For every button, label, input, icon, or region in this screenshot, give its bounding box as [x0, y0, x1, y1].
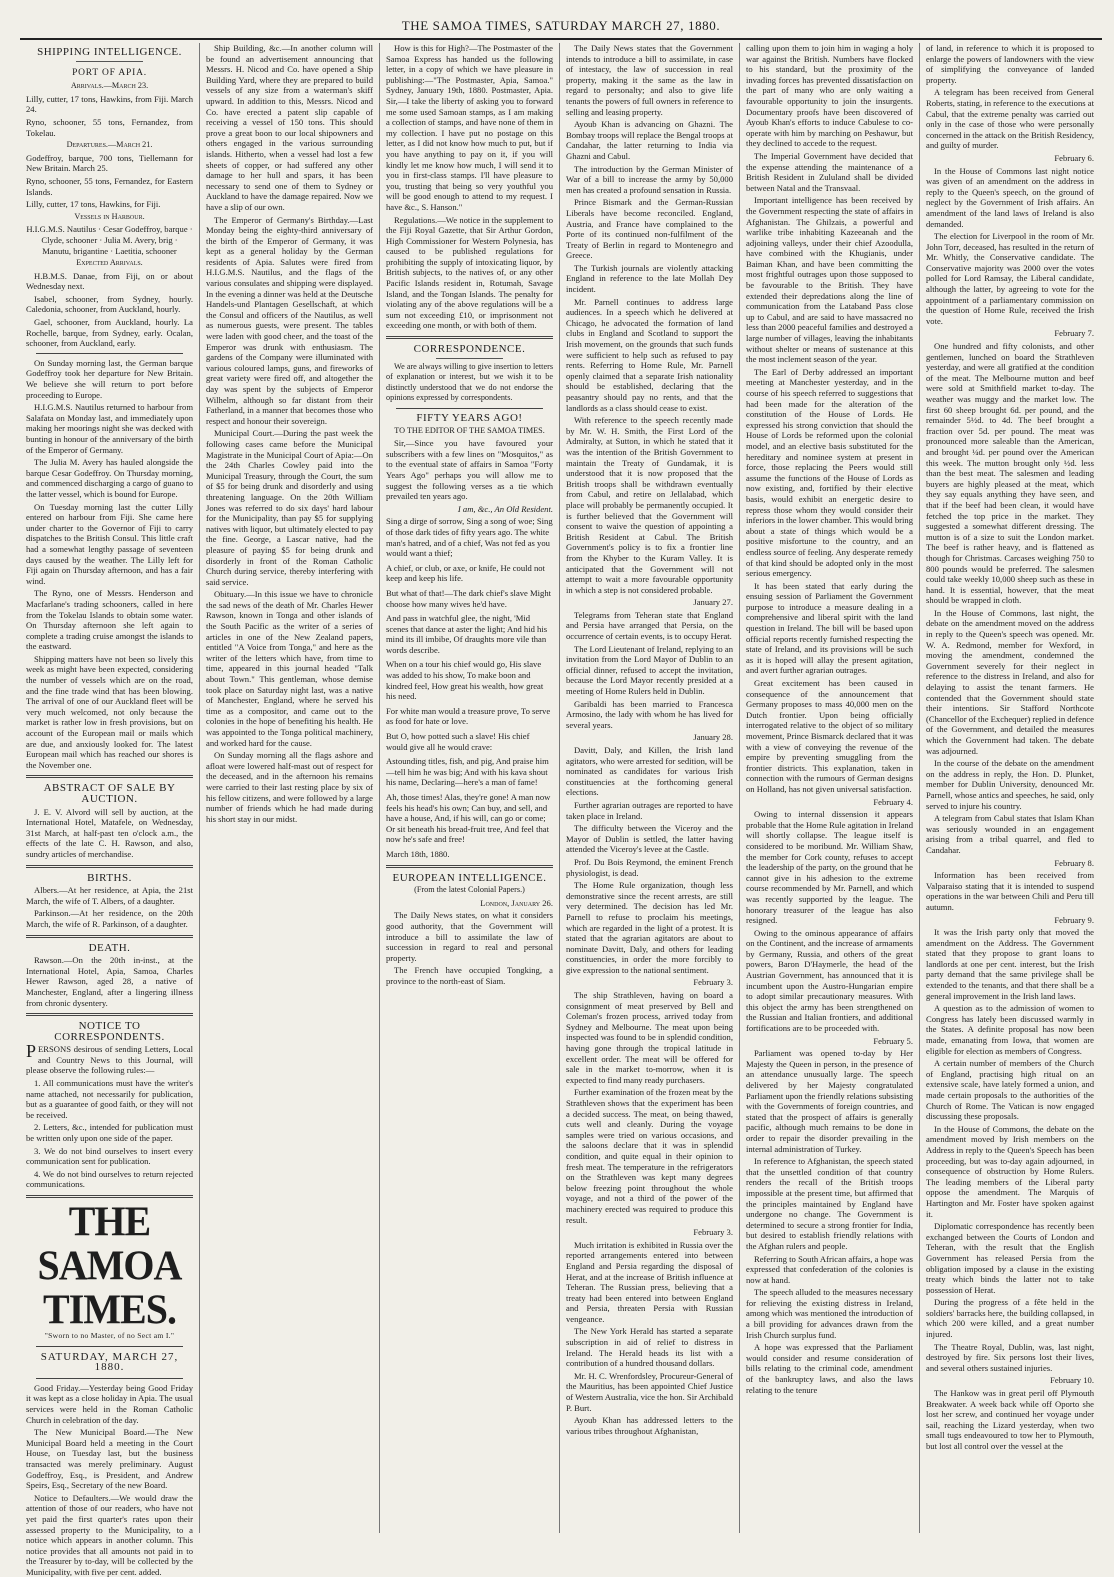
- letter-text: Sir,—Since you have favoured your subscribers with a few lines on "Mosquitos," as to the eventual state of affairs in Samoa "Forty Years Ago" perhaps you will allow me to suggest the following verses as a tie which prevailed ten years ago.: [386, 438, 553, 502]
- european-news: A certain number of members of the Church of England, practising high ritual on an extensive scale, have lately formed a union, and made certain proposals to the authorities of the Church of Rome. The Vatican is now engaged discussing these proposals.: [926, 1058, 1094, 1122]
- arrival-entry: Lilly, cutter, 17 tons, Hawkins, from Fiji. March 24.: [26, 93, 193, 115]
- european-news: Important intelligence has been received by the Government respecting the state of affairs in Afghanistan. The Ghilzais, a powerful and warlike tribe inhabiting Kazeeanah and the adjoining valleys, under their chief Azoodulla, have combined with the Khugianis, under Baiman Khan, and have been committing the most frightful outrages upon those supposed to be favourable to the British. They have extended their depredations along the line of communication from the Lataband Pass close up to Cabul, and are said to have massacred no less than 2000 peaceful families and destroyed a large number of villages, leaving the inhabitants without shelter or means of sustenance at this the most inclement season of the year.: [746, 195, 913, 365]
- divider: [36, 1378, 183, 1379]
- dateline: February 6.: [1054, 152, 1094, 163]
- poem-stanza: Astounding titles, fish, and pig, And praise him—tell him he was big; And with his kava shout his name, Declaring—here's a man of fame!: [386, 756, 549, 788]
- poem-stanza: A chief, or club, or axe, or knife, He could not keep and keep his life.: [386, 562, 545, 584]
- european-news: The Lord Lieutenant of Ireland, replying to an invitation from the Lord Mayor of Dublin to an official dinner, refused to accept the invitation, because the Lord Mayor recently presided at a meeting of Home Rulers held in Dublin.: [566, 643, 733, 697]
- shipping-news: The Julia M. Avery has hauled alongside the barque Cesar Godeffroy. On Thursday morning, and commenced discharging a cargo of guano to the latter vessel, which is bound for Europe.: [26, 457, 193, 499]
- european-news: The Hankow was in great peril off Plymouth Breakwater. A week back while off Oporto she lost her screw, and continued her voyage under sail, reaching the Lizard yesterday, when two small tugs endeavoured to tow her to Plymouth, but lost all control over the vessel at the: [926, 1388, 1094, 1451]
- paper-title: THE SAMOA TIMES.: [37, 1197, 182, 1334]
- notice-intro: PERSONS desirous of sending Letters, Local and Country News to this Journal, will please observe the following rules:—: [26, 1041, 193, 1076]
- european-news: The difficulty between the Viceroy and the Mayor of Dublin is settled, the latter having attended the Viceroy's levee at the Castle.: [566, 823, 733, 855]
- departure-entry: Godeffroy, barque, 700 tons, Tiellemann for New Britain. March 25.: [26, 152, 193, 174]
- dateline: February 5.: [873, 1035, 913, 1046]
- correspondence-heading: CORRESPONDENCE.: [413, 343, 526, 356]
- poem-stanza: Ah, those times! Alas, they're gone! A man now feels his head's his own; Can buy, and sell, and have a house, And, if his will, can go or come; Or sit beneath his bread-fruit tree, And feel that now he's safe and free!: [386, 792, 551, 845]
- columns: [20, 43, 1102, 1577]
- to-editor: TO THE EDITOR OF THE SAMOA TIMES.: [394, 425, 545, 435]
- arrival-entry: Ryno, schooner, 55 tons, Fernandez, from Tokelau.: [26, 116, 193, 138]
- european-news: The Imperial Government have decided that the expense attending the maintenance of a British Resident in Zululand shall be divided between Natal and the Transvaal.: [746, 150, 913, 193]
- departure-entry: Ryno, schooner, 55 tons, Fernandez, for Eastern Islands.: [26, 175, 193, 197]
- european-source: (From the latest Colonial Papers.): [414, 885, 525, 895]
- poem-stanza: When on a tour his chief would go, His slave was added to his show, To make boon and kindred feel, How great his wealth, how great his need.: [386, 659, 544, 702]
- european-news: The speech alluded to the measures necessary for relieving the existing distress in Ireland, among which was mentioned the introduction of a bill providing for advances drawn from the Irish Church surplus fund.: [746, 1287, 913, 1340]
- fifty-years-heading: FIFTY YEARS AGO!: [416, 412, 523, 424]
- divider: [386, 336, 553, 339]
- european-news: In the House of Commons last night notice was given of an amendment on the address in reply to the Queen's speech, on the ground of neglect by the Government of Irish affairs. An amendment of the land laws of Ireland is also demanded.: [926, 165, 1094, 229]
- notice-rule: 1. All communications must have the writer's name attached, not necessarily for publication, but as a guarantee of good faith, or they will not be received.: [26, 1078, 193, 1120]
- european-news: The Earl of Derby addressed an important meeting at Manchester yesterday, and in the course of his speech referred to suggestions that had been made for the alteration of the constitution of the House of Lords. He expressed his strong conviction that should the House of Lords be reformed upon the colonial model, and an elective basis substituted for the hereditary and nominee system at present in force, those replacing the Peers would still assume the functions of the House of Lords as now existing, and, fortified by their elective basis, would exhibit an energetic desire to repress those whom they would consider their inferiors in the lower chamber. This would bring about a state of things which would be a positive misfortune to the country, and an endless source of feeling. Any desperate remedy of that kind should be adopted only in the most serious emergency.: [746, 366, 913, 579]
- sale-heading: ABSTRACT OF SALE BY AUCTION.: [43, 782, 176, 805]
- shipping-news: On Sunday morning last, the German barque Godeffroy took her departure for New Britain. We believe she will return to port before proceeding to Europe.: [26, 357, 193, 400]
- european-news: It has been stated that early during the ensuing session of Parliament the Government purpose to introduce a measure dealing in a comprehensive and liberal spirit with the land question in Ireland. The bill will be based upon official reports recently furnished respecting the state of Ireland, and its provisions will be such as it is hoped will allay the present agitation, and avert further agrarian outrages.: [746, 580, 913, 676]
- european-news: Davitt, Daly, and Killen, the Irish land agitators, who were arrested for sedition, will be nominated as candidates for various Irish constituencies at the forthcoming general elections.: [566, 745, 733, 798]
- column-5: [740, 43, 920, 1533]
- top-rule: [20, 38, 1102, 40]
- divider: [26, 1013, 193, 1016]
- european-news: of land, in reference to which it is proposed to enlarge the powers of landowners with the view of simplifying the conveyance of landed property.: [926, 43, 1094, 85]
- paper-motto: "Sworn to no Master, of no Sect am I.": [44, 1331, 175, 1340]
- european-news: calling upon them to join him in waging a holy war against the British. Numbers have flocked to his standard, but the proximity of the invading forces has prevented dissatisfaction on the part of many who are only waiting a favourable opportunity to join the insurgents. Documentary proofs have been discovered of Ayoub Khan's efforts to induce Cabulese to co-operate with him by marching on Peshawur, but they declined to accede to the request.: [746, 43, 913, 149]
- local-news: The New Municipal Board.—The New Municipal Board held a meeting in the Court House, on Tuesday last, but the business transacted was merely preliminary. August Godeffroy, Esq., is President, and Andrew Speirs, Esq., Secretary of the new Board.: [26, 1427, 193, 1491]
- expected-entry: Isabel, schooner, from Sydney, hourly. Caledonia, schooner, from Auckland, hourly.: [26, 293, 193, 315]
- european-news: Further agrarian outrages are reported to have taken place in Ireland.: [566, 799, 733, 821]
- expected-entry: Gael, schooner, from Auckland, hourly. La Rochelle, barque, from Sydney, early. Ocalan, schooner, from Auckland, early.: [26, 317, 193, 349]
- masthead: [20, 0, 1102, 38]
- local-news: Regulations.—We notice in the supplement to the Fiji Royal Gazette, that Sir Arthur Gordon, High Commissioner for Western Polynesia, has caused to be published regulations for prohibiting the supply of intoxicating liquor, by British subjects, to the natives of, or any other Pacific Islands resident in, Rotumah, Savage Island, and the Tongan Islands. The penalty for violating any of the above regulations will be a sum not exceeding £10, or imprisonment not exceeding one month, or with both of them.: [386, 214, 553, 331]
- european-news: In the House of Commons, last night, the debate on the amendment moved on the address in reply to the Queen's speech was opened. Mr. W. A. Redmond, member for Wexford, in moving the amendment, condemned the Government severely for their neglect in reference to the distress in Ireland, and also for delaying to assist the tenant farmers. He contended that the Government should state their intentions. Sir Stafford Northcote (Chancellor of the Exchequer) replied in defence of the Government, and detailed the measures which the Government had taken. The debate was adjourned.: [926, 607, 1094, 756]
- european-news: During the progress of a fête held in the soldiers' barracks here, the building collapsed, in which 200 were killed, and a great number injured.: [926, 1297, 1094, 1340]
- european-news: The Daily News states that the Government intends to introduce a bill to assimilate, in case of intestacy, the law of succession in real property, making it the same as the law in regard to personalty; and also to give life tenants the powers of full owners in reference to selling and leasing property.: [566, 43, 733, 117]
- shipping-news: Shipping matters have not been so lively this week as might have been expected, considering the number of vessels which are on the road, and the fine trade wind that has been blowing. The arrival of one of our Auckland fleet will be very much welcomed, not only because the market is rather low in fresh provisions, but on account of the European mail or mails which are due, and anxiously looked for. The latest European mail which has reached our shores is the November one.: [26, 653, 193, 770]
- european-news: Parliament was opened to-day by Her Majesty the Queen in person, in the presence of an attendance unusually large. The speech delivered by her Majesty congratulated Parliament upon the friendly relations subsisting with the Governments of foreign countries, and stated that the prospect of affairs is generally pacific, although much remains to be done in order to repair the disorder prevailing in the internal administration of Turkey.: [746, 1048, 913, 1154]
- european-news: Ayoub Khan has addressed letters to the various tribes throughout Afghanistan,: [566, 1415, 733, 1436]
- local-news: Obituary.—In this issue we have to chronicle the sad news of the death of Mr. Charles Hewer Rawson, known in Tonga and other islands of the South Pacific as the writer of a series of articles in one of the New Zealand papers, entitled "A Voice from Tonga," and here as the writer of the letters which have, from time to time, appeared in this journal headed "Talk about Town." This gentleman, whose demise took place on Saturday night last, was a native of Manchester, England, where he served his time as a compositor, and came out to the colonies in the hope of benefiting his health. He was appointed to the Tonga political machinery, and worked hard for the cause.: [206, 589, 373, 748]
- european-news: In reference to Afghanistan, the speech stated that the unsettled condition of that country renders the recall of the British troops impossible at the present time, but affirmed that the principles maintained by England have undergone no change. The Government is determined to secure a strong frontier for India, but desired to establish friendly relations with the Afghan rulers and people.: [746, 1156, 913, 1251]
- dateline: February 4.: [873, 796, 913, 807]
- poem-stanza: And pass in watchful glee, the night, 'Mid scenes that dance at aster the light; And hid his mind its ill imbibe, Of draughts more vile than words describe.: [386, 613, 548, 655]
- european-news: Ayoub Khan is advancing on Ghazni. The Bombay troops will replace the Bengal troops at Candahar, the latter returning to India via Ghazni and Cabul.: [566, 119, 733, 161]
- european-news: In the House of Commons, the debate on the amendment moved by Irish members on the Address in reply to the Queen's Speech has been proceeding, but was to-day again adjourned, in consequence of obstruction by Home Rulers. The leading members of the Liberal party oppose the amendment. The Marquis of Hartington and Mr. Foster have spoken against it.: [926, 1123, 1094, 1219]
- divider: [436, 358, 503, 359]
- european-news: Owing to internal dissension it appears probable that the Home Rule agitation in Ireland will shortly collapse. The league itself is considered to be moribund. Mr. William Shaw, the member for Cork county, refuses to accept the leadership of the party, on the ground that he cannot give in his adhesion to the extreme course recommended by Mr. Parnell, and which was recently supported by the league. The honorary treasurer of the league has also resigned.: [746, 809, 913, 926]
- shipping-news: H.I.G.M.S. Nautilus returned to harbour from Salafata on Monday last, and immediately upon making her moorings night she was decked with bunting in honour of the anniversary of the birth of the Emperor of Germany.: [26, 402, 193, 455]
- poem-stanza: But O, how potted such a slave! His chief would give all he would crave:: [386, 731, 530, 752]
- column-3: [380, 43, 560, 1533]
- european-heading: EUROPEAN INTELLIGENCE.: [392, 871, 547, 884]
- departures-title: Departures.—March 21.: [66, 140, 153, 150]
- european-news: In the course of the debate on the amendment on the address in reply, the Hon. D. Plunket, member for Dublin University, denounced Mr. Parnell, whose antics and speeches, he said, only served to injure his country.: [926, 758, 1095, 811]
- masthead-title: THE SAMOA TIMES, SATURDAY MARCH 27, 1880.: [401, 18, 721, 33]
- sale-text: J. E. V. Alvord will sell by auction, at the International Hotel, Matafele, on Wednesday, 31st March, at half-past ten o'clock a.m., the effects of the late C. H. Rawson, and also, sundry articles of merchandise.: [26, 806, 193, 859]
- divider: [76, 61, 143, 62]
- poem-stanza: For white man would a treasure prove, To serve as food for hate or love.: [386, 705, 551, 727]
- column-4: [560, 43, 740, 1533]
- divider: [26, 775, 193, 778]
- expected-entry: H.B.M.S. Danae, from Fiji, on or about Wednesday next.: [26, 270, 193, 292]
- notice-rule: 3. We do not bind ourselves to insert every communication sent for publication.: [26, 1145, 193, 1167]
- divider: [386, 865, 553, 868]
- dateline: February 10.: [1050, 1375, 1094, 1386]
- poem-stanza: Sing a dirge of sorrow, Sing a song of woe; Sing of those dark tides of fifty years ago. The white man's hatred, and of a chief, Was not fed as you would want a thief;: [386, 516, 553, 559]
- births-heading: BIRTHS.: [87, 871, 132, 884]
- death-entry: Rawson.—On the 20th in-inst., at the International Hotel, Apia, Samoa, Charles Hewer Rawson, aged 28, a native of Manchester, England, after a lingering illness from chronic dysentery.: [26, 955, 193, 1008]
- divider: [36, 1346, 183, 1347]
- european-news: A hope was expressed that the Parliament would consider and resume consideration of bills relating to the criminal code, amendment of the bankruptcy laws, and also the laws relating to the tenure: [746, 1342, 913, 1395]
- dateline: January 28.: [693, 732, 733, 743]
- dateline: February 8.: [1054, 857, 1094, 868]
- european-news: Much irritation is exhibited in Russia over the reported arrangements entered into between England and Persia regarding the disposal of Herat, and at the increase of British influence at Teheran. The Russian press, believing that a treaty had been entered into between England and Persia, threaten Persia with Russian vengeance.: [566, 1239, 733, 1324]
- column-6: [920, 43, 1100, 1533]
- local-news: How is this for High?—The Postmaster of the Samoa Express has handed us the following letter, in a copy of which we have pleasure in publishing:—"The Postmaster, Apia, Samoa." Sydney, January 19th, 1880. Postmaster, Apia. Sir,—I take the liberty of asking you to forward me some used Samoan stamps, as I am making a collection of stamps, and have none of them in my collection. I have put no postage on this letter, as I did not know how much to put, but if you have anything to pay on it, if you will kindly let me know how much, I will send it to you in first-class stamps. I'll have pleasure to you, trusting that being so very youthful you will be good enough to attend to my request. I have &c., S. Hanson.": [386, 43, 553, 212]
- dateline: February 7.: [1054, 328, 1094, 339]
- european-news: Great excitement has been caused in consequence of the announcement that Germany proposes to mass 40,000 men on the Dutch frontier. Upon being officially interrogated relative to the object of so military movement, Prince Bismarck declared that it was with a view of conveying the revenue of the empire by preventing smuggling from the frontier districts. This explanation, taken in connection with the rumours of German designs on Holland, has not given universal satisfaction.: [746, 678, 913, 794]
- european-news: Telegrams from Teheran state that England and Persia have arranged that Persia, on the occurrence of certain events, is to occupy Herat.: [566, 609, 733, 642]
- divider: [36, 353, 183, 354]
- column-1: [20, 43, 200, 1577]
- european-news: The Daily News states, on what it considers good authority, that the Government will introduce a bill to assimilate the law of succession in regard to real and personal property.: [386, 910, 553, 963]
- european-news: Diplomatic correspondence has recently been exchanged between the Courts of London and Teheran, with the result that the English Government has released Persia from the obligation imposed by a clause in the existing treaty which binds the latter not to take possession of Herat.: [926, 1221, 1094, 1295]
- european-news: Garibaldi has been married to Francesca Armosino, the lady with whom he has lived for several years.: [566, 698, 733, 730]
- poem-date: March 18th, 1880.: [386, 848, 450, 859]
- european-news: With reference to the speech recently made by Mr. W. H. Smith, the First Lord of the Admiralty, at Sutton, in which he stated that it was the intention of the British Government to maintain the Treaty of Gundamak, it is understood that it is now proposed that the British troops shall be withdrawn eventually from Cabul, and retire on Jellalabad, which place will probably be permanently occupied. It is further believed that the Government will consent to waive the question of appointing a British Resident at Cabul. The British Government's policy is to fix a frontier line from the Khyber to the Kuram Valley. It is anticipated that the Government will not attempt to wait a more favourable opportunity in which a step is not considered probable.: [566, 415, 733, 595]
- column-2: [200, 43, 380, 1533]
- european-news: A question as to the admission of women to Congress has lately been discussed warmly in the States. A definite proposal has now been made, emanating from Iowa, that women are eligible for election as members of Congress.: [926, 1003, 1094, 1056]
- european-news: Mr. Parnell continues to address large audiences. In a speech which he delivered at Chicago, he advocated the formation of land clubs in England and Scotland to support the Irish movement, on the grounds that such funds were sufficient to help such as refused to pay rents. Referring to Home Rule, Mr. Parnell openly claimed that a separate Irish nationality should be established, declaring that the peasantry should pay no rents, and that the landlords as a class should cease to exist.: [566, 296, 733, 413]
- local-news: Municipal Court.—During the past week the following cases came before the Municipal Magistrate in the Municipal Court of Apia:—On the 24th Charles Cowley paid into the Municipal Treasury, through the Court, the sum of $5 for being drunk and disorderly and using threatening language. On the 20th William Jones was referred to do six days' hard labour for the Municipality, than pay $5 for supplying natives with liquor, but ultimately elected to pay the fine. George, a Lascar native, had the pleasure of paying $5 for being drunk and disorderly in front of the Roman Catholic Church during service, thereby interfering with said service.: [206, 428, 373, 587]
- european-news: The Home Rule organization, though less demonstrative since the recent arrests, are still very determined. The decision has led Mr. Parnell to refuse to proclaim his meetings, which are regarded in the light of a protest. It is stated that the agrarian agitators are about to nominate Davitt, Daly, and others for leading constituencies, in order the more forcibly to give expression to the national sentiment.: [566, 880, 733, 975]
- port-heading: PORT OF APIA.: [72, 67, 147, 78]
- european-news: The New York Herald has started a separate subscription in aid of relief to distress in Ireland. The Herald heads its list with a contribution of a hundred thousand dollars.: [566, 1326, 733, 1369]
- european-news: The Theatre Royal, Dublin, was, last night, destroyed by fire. Six persons lost their lives, and several others sustained injuries.: [926, 1341, 1094, 1373]
- european-news: The election for Liverpool in the room of Mr. John Torr, deceased, has resulted in the return of Mr. Whitly, the Conservative candidate. The Conservative majority was 2000 over the votes polled for Lord Ramsay, the Liberal candidate, although the latter, by agreeing to vote for the appointment of a parliamentary commission on the question of Home Rule, received the Irish vote.: [926, 231, 1094, 326]
- issue-date: SATURDAY, MARCH 27, 1880.: [40, 1350, 179, 1374]
- european-news: A telegram from Cabul states that Islam Khan was seriously wounded in an engagement arising from a tribal quarrel, and fled to Candahar.: [926, 813, 1094, 855]
- death-heading: DEATH.: [88, 941, 131, 954]
- harbour-list: H.I.G.M.S. Nautilus · Cesar Godeffroy, barque · Clyde, schooner · Julia M. Avery, brig · Manutu, brigantine · Laetitia, schooner: [26, 224, 193, 256]
- harbour-title: Vessels in Harbour.: [74, 211, 145, 221]
- local-news: Ship Building, &c.—In another column will be found an advertisement announcing that Messrs. H. Nicod and Co. have opened a Ship Building Yard, where they are prepared to build vessels of any size from a waterman's skiff upward. In addition to this, Messrs. Nicod and Co. have erected a patent slip capable of receiving a vessel of 150 tons. This should prove a great boon to our local shipowners and others engaged in the various surrounding islands. Hitherto, when a vessel had lost a few sheets of copper, or had suffered any other damage to her hull and spars, it has been necessary to send one of them to Sydney or Auckland to have the damage repaired. Now we have a slip of our own.: [206, 43, 373, 212]
- european-news: The introduction by the German Minister of War of a bill to increase the army by 50,000 men has created a profound sensation in Russia.: [566, 163, 733, 195]
- notice-heading: NOTICE TO CORRESPONDENTS.: [54, 1020, 165, 1043]
- european-news: The French have occupied Tongking, a province to the north-east of Siam.: [386, 965, 553, 986]
- shipping-news: The Ryno, one of Messrs. Henderson and Macfarlane's trading schooners, called in here from the Tokelau Islands to obtain some water. On Thursday afternoon she left again to complete a trading cruise amongst the islands to the eastward.: [26, 588, 193, 652]
- correspondence-disclaimer: We are always willing to give insertion to letters of explanation or interest, but we wish it to be distinctly understood that we do not endorse the opinions expressed by correspondents.: [386, 361, 553, 403]
- notice-rule: 4. We do not bind ourselves to return rejected communications.: [26, 1168, 193, 1190]
- poem: [386, 516, 553, 859]
- shipping-heading: SHIPPING INTELLIGENCE.: [37, 46, 182, 58]
- european-news: Prof. Du Bois Reymond, the eminent French physiologist, is dead.: [566, 856, 733, 878]
- letter-signature: I am, &c., An Old Resident.: [457, 503, 553, 514]
- european-news: A telegram has been received from General Roberts, stating, in reference to the executions at Cabul, that the extreme penalty was carried out only in the case of those who were personally concerned in the attack on the British Residency, and guilty of murder.: [926, 87, 1094, 151]
- european-news: Referring to South African affairs, a hope was expressed that confederation of the colonies is now at hand.: [746, 1253, 913, 1285]
- local-news: Notice to Defaulters.—We would draw the attention of those of our readers, who have not yet paid the first quarter's rates upon their assessed property to the Municipality, to a notice which appears in another column. This notice provides that all amounts not paid in to the Treasurer by to-day, will be collected by the Municipality, with five per cent. added.: [26, 1492, 193, 1577]
- dateline: February 3.: [693, 1227, 733, 1238]
- local-news: On Sunday morning all the flags ashore and afloat were lowered half-mast out of respect for the deceased, and in the afternoon his remains were carried to their last resting place by six of his fellow citizens, and were followed by a large number of friends which he had made during his short stay in our midst.: [206, 750, 373, 824]
- divider: [396, 408, 543, 409]
- divider: [26, 935, 193, 938]
- dateline: February 9.: [1054, 914, 1094, 925]
- european-news: It was the Irish party only that moved the amendment on the Address. The Government stated that they propose to grant loans to landlords at one per cent. interest, but the Irish party demand that the same privilege shall be extended to the tenants, and that there shall be a general improvement in the Irish land laws.: [926, 927, 1094, 1001]
- european-news: The ship Strathleven, having on board a consignment of meat preserved by Bell and Coleman's frozen process, arrived today from Sydney and Melbourne. The meat upon being inspected was found to be in splendid condition, having gone through the tropical latitude in excellent order. The meat will be offered for sale in the market to-morrow, when it is expected to find many ready purchasers.: [566, 990, 733, 1085]
- shipping-news: On Tuesday morning last the cutter Lilly entered on harbour from Fiji. She came here under charter to the Governor of Fiji to carry dispatches to the British Consul. This little craft had a somewhat lengthy passage of seventeen days caused by the weather. The Lilly left for Fiji again on Thursday afternoon, and has a fair wind.: [26, 501, 193, 586]
- european-news: Information has been received from Valparaiso stating that it is intended to suspend operations in the war between Chili and Peru till autumn.: [926, 870, 1094, 912]
- poem-stanza: But what of that!—The dark chief's slave Might choose how many wives he'd have.: [386, 587, 552, 609]
- european-news: The Turkish journals are violently attacking England in reference to the late Mollah Dey incident.: [566, 262, 733, 295]
- european-news: Owing to the ominous appearance of affairs on the Continent, and the increase of armaments by Germany, Russia, and others of the great powers, Baron D'Haymerle, the head of the Austrian Government, has announced that it is incumbent upon the Austro-Hungarian empire to adopt similar precautionary measures. With this object the army has been strengthened on the Russian and Italian frontiers, and additional fortifications are to be proceeded with.: [746, 927, 913, 1034]
- local-news: The Emperor of Germany's Birthday.—Last Monday being the eighty-third anniversary of the birth of the Emperor of Germany, it was kept as a general holiday by the German residents of Apia. Salutes were fired from H.I.G.M.S. Nautilus, and the flags of the various consulates and shipping were displayed. In the evening a dinner was held at the Deutsche Handels-und Plantagen Gesellschaft, at which the Consul and officers of the Nautilus, as well as numerous guests, were present. The tables were laden with good cheer, and the toast of the Emperor was drunk with enthusiasm. The gardens of the Company were illuminated with various coloured lamps, guns, and fireworks of great variety were fired off, and altogether the day was spent by the subjects of Emperor Wilhelm, although so far distant from their Fatherland, in a manner that becomes those who respect and honour their sovereign.: [206, 214, 373, 426]
- expected-title: Expected Arrivals.: [76, 258, 143, 268]
- local-news: Good Friday.—Yesterday being Good Friday it was kept as a close holiday in Apia. The usual services were held in the Roman Catholic Church in celebration of the day.: [26, 1382, 193, 1425]
- european-news: Prince Bismark and the German-Russian Liberals have become reconciled. England, Austria, and France have complained to the Porte of its continued non-fulfilment of the Treaty of Berlin in regard to Montenegro and Greece.: [566, 197, 733, 261]
- dateline: February 3.: [693, 977, 733, 988]
- notice-rule: 2. Letters, &c., intended for publication must be written only upon one side of the paper.: [26, 1122, 193, 1144]
- departure-entry: Lilly, cutter, 17 tons, Hawkins, for Fiji.: [26, 199, 161, 210]
- european-news: One hundred and fifty colonists, and other gentlemen, lunched on board the Strathleven yesterday, and were all gratified at the condition of the meat. The Melbourne mutton and beef were sold at Smithfield market to-day. The weather was muggy and the market low. The first 60 sheep brought 6d. per pound, and the remainder 5½d. to 4d. The beef brought a fraction over 5d. per pound. The meat was pronounced more saleable than the American, and brought ¼d. per pound over the American this week. The mutton brought only ½d. less than the best meat. The salesmen and leading buyers are highly pleased at the meat, which they say equals anything they have seen, and that if the beef had been clean, it would have fetched the top price in the market. They suggested a somewhat different dressing. The mutton is of a size to suit the London market. The beef is rather heavy, and is flattened as though for Christmas. Carcases weighing 750 to 800 pounds would be preferred. The salesmen could take weekly 10,000 sheep such as these in hand. It is essential, however, that the meat should be wrapped in cloth.: [926, 341, 1094, 606]
- european-news: Further examination of the frozen meat by the Strathleven shows that the experiment has been a decided success. The meat, on being thawed, cuts well and cleanly. During the voyage samples were tried on various occasions, and the saloons declare that it was in splendid condition, and quite equal in their opinion to fresh meat. The temperature in the refrigerators on the Strathleven was kept many degrees below freezing point throughout the whole voyage, and not a third of the power of the machinery erected was required to produce this result.: [566, 1087, 733, 1225]
- birth-entry: Parkinson.—At her residence, on the 20th March, the wife of R. Parkinson, of a daughter.: [26, 908, 193, 929]
- dateline: January 27.: [693, 597, 733, 608]
- birth-entry: Albers.—At her residence, at Apia, the 21st March, the wife of T. Albers, of a daughter.: [26, 885, 193, 906]
- divider: [26, 865, 193, 868]
- dateline: London, January 26.: [480, 897, 553, 908]
- european-news: Mr. H. C. Wrenfordsley, Procureur-General of the Mauritius, has been appointed Chief Justice of Western Australia, vice the hon. Sir Archibald P. Burt.: [566, 1370, 733, 1413]
- arrivals-title: Arrivals.—March 23.: [70, 81, 149, 91]
